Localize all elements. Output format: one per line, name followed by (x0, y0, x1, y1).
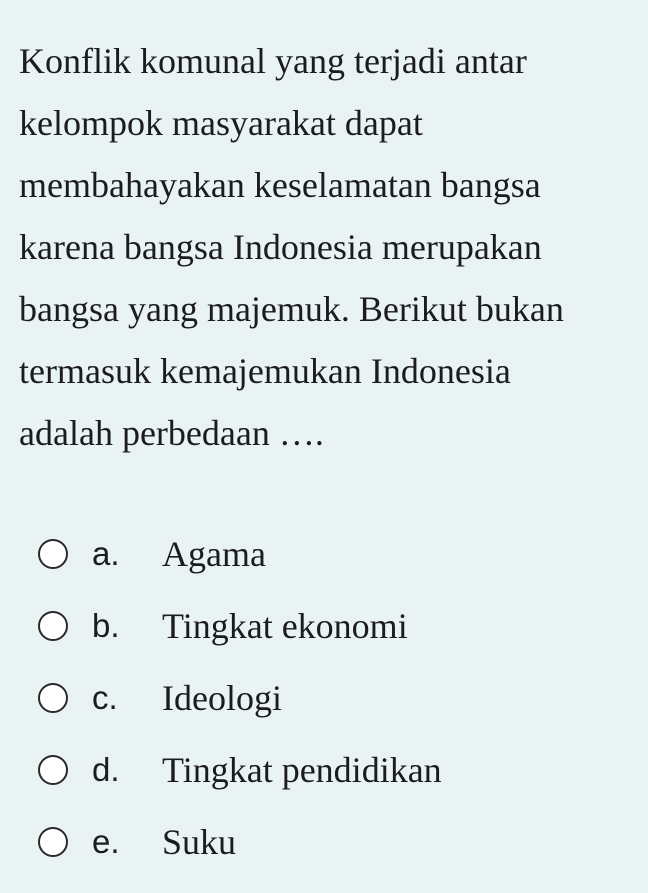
option-d[interactable] (38, 734, 638, 806)
question-line: kelompok masyarakat dapat (19, 103, 423, 143)
question-text (19, 30, 639, 464)
option-letter: d. (92, 751, 120, 788)
option-label: Tingkat ekonomi (162, 606, 408, 646)
question-line: bangsa yang majemuk. Berikut bukan (19, 289, 564, 329)
option-letter: b. (92, 607, 120, 644)
option-letter: e. (92, 823, 120, 860)
radio-button[interactable] (38, 539, 68, 569)
option-a[interactable] (38, 518, 638, 590)
option-label: Tingkat pendidikan (162, 750, 442, 790)
option-label: Suku (162, 822, 237, 862)
option-b[interactable] (38, 590, 638, 662)
answer-options (38, 518, 638, 878)
option-letter: c. (92, 679, 118, 716)
radio-button[interactable] (38, 683, 68, 713)
question-line: karena bangsa Indonesia merupakan (19, 227, 542, 267)
question-line: termasuk kemajemukan Indonesia (19, 351, 511, 391)
option-letter: a. (92, 535, 120, 572)
question-line: adalah perbedaan …. (19, 413, 324, 453)
option-e[interactable] (38, 806, 638, 878)
option-label: Agama (162, 534, 266, 574)
question-line: membahayakan keselamatan bangsa (19, 165, 541, 205)
option-label: Ideologi (162, 678, 282, 718)
question-line: Konflik komunal yang terjadi antar (19, 41, 527, 81)
radio-button[interactable] (38, 611, 68, 641)
radio-button[interactable] (38, 755, 68, 785)
option-c[interactable] (38, 662, 638, 734)
radio-button[interactable] (38, 827, 68, 857)
